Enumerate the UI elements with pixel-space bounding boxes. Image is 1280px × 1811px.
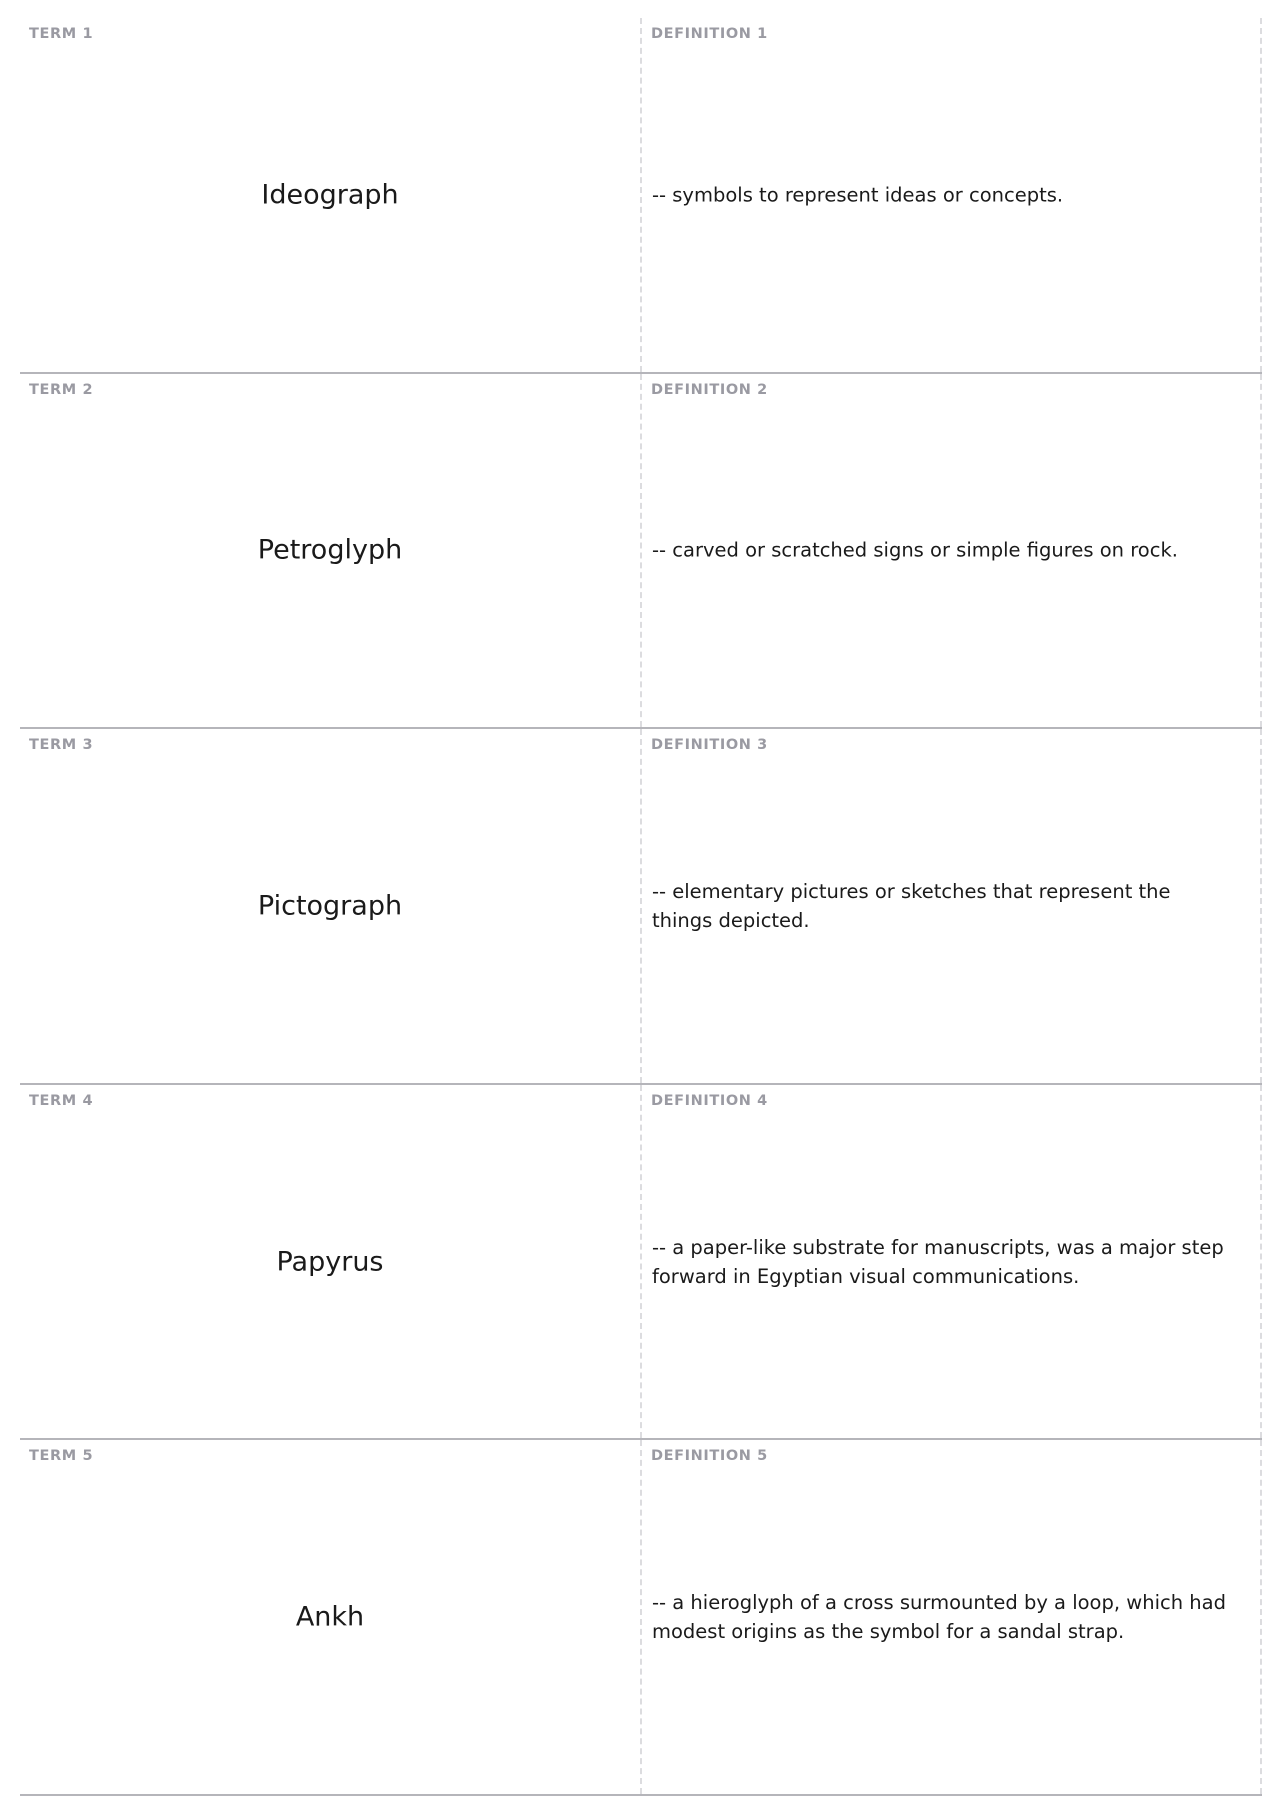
- term-text: Ankh: [295, 1601, 365, 1633]
- term-text: Ideograph: [261, 179, 399, 211]
- term-label: TERM 2: [29, 381, 94, 398]
- term-card: [20, 374, 642, 728]
- term-label: TERM 1: [29, 26, 94, 42]
- definition-text: -- a paper-like substrate for manuscripts, was a major step forward in Egyptian visual communications.: [652, 1235, 1224, 1288]
- flashcard-row: [20, 18, 1262, 374]
- term-label: TERM 5: [29, 1448, 94, 1465]
- term-text: Pictograph: [257, 890, 403, 922]
- flashcard-sheet: [20, 18, 1262, 1796]
- flashcard-row: [20, 1085, 1262, 1441]
- term-text: Papyrus: [276, 1246, 384, 1278]
- term-card: [20, 729, 642, 1083]
- definition-card: [642, 374, 1262, 728]
- definition-label: DEFINITION 3: [651, 737, 768, 754]
- term-text: Petroglyph: [257, 534, 403, 566]
- definition-label: DEFINITION 4: [651, 1092, 768, 1109]
- definition-text: -- carved or scratched signs or simple figures on rock.: [652, 538, 1178, 562]
- definition-card: [642, 729, 1262, 1083]
- term-label: TERM 4: [29, 1092, 94, 1109]
- definition-label: DEFINITION 1: [651, 26, 768, 42]
- flashcard-row: [20, 1440, 1262, 1796]
- term-card: [20, 18, 642, 372]
- flashcard-row: [20, 374, 1262, 730]
- definition-card: [642, 1085, 1262, 1439]
- term-card: [20, 1085, 642, 1439]
- term-card: [20, 1440, 642, 1794]
- definition-label: DEFINITION 2: [651, 381, 768, 398]
- term-label: TERM 3: [29, 737, 94, 754]
- definition-card: [642, 18, 1262, 372]
- definition-label: DEFINITION 5: [651, 1448, 768, 1465]
- definition-text: -- a hieroglyph of a cross surmounted by a loop, which had modest origins as the symbol for a sandal strap.: [652, 1591, 1226, 1644]
- definition-text: -- elementary pictures or sketches that represent the things depicted.: [652, 879, 1171, 932]
- definition-card: [642, 1440, 1262, 1794]
- flashcard-row: [20, 729, 1262, 1085]
- definition-text: -- symbols to represent ideas or concepts.: [652, 183, 1064, 207]
